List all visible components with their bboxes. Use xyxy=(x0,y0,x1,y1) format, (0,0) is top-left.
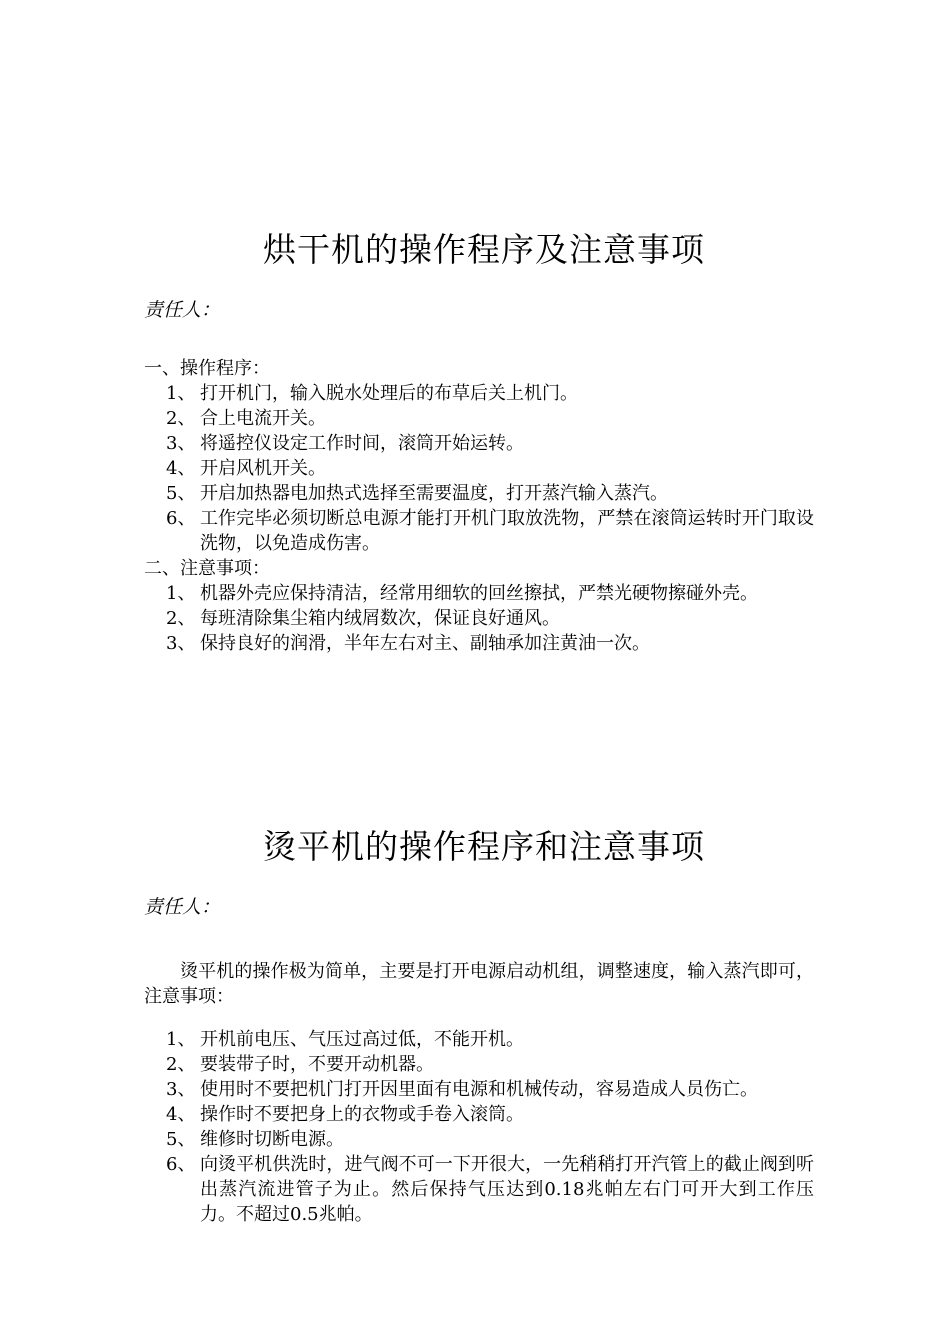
dryer-title: 烘干机的操作程序及注意事项 xyxy=(263,230,705,269)
item-text: 向烫平机供洗时，进气阀不可一下开很大，一先稍稍打开汽管上的截止阀到听出蒸汽流进管子为止。然后保持气压达到0.18兆帕左右门可开大到工作压力。不超过0.5兆帕。 xyxy=(200,1154,814,1225)
item-number: 6、 xyxy=(166,1154,196,1175)
item-number: 5、 xyxy=(166,483,196,504)
item-text: 打开机门，输入脱水处理后的布草后关上机门。 xyxy=(200,383,578,404)
item-text: 操作时不要把身上的衣物或手卷入滚筒。 xyxy=(200,1104,524,1125)
list-item xyxy=(144,381,814,406)
item-number: 2、 xyxy=(166,608,196,629)
item-number: 4、 xyxy=(166,458,196,479)
item-number: 3、 xyxy=(166,433,196,454)
list-item xyxy=(144,1077,814,1102)
item-text: 开启加热器电加热式选择至需要温度，打开蒸汽输入蒸汽。 xyxy=(200,483,668,504)
dryer-procedure-list xyxy=(144,381,814,556)
item-text: 保持良好的润滑，半年左右对主、副轴承加注黄油一次。 xyxy=(200,633,650,654)
list-item xyxy=(144,606,814,631)
dryer-section xyxy=(144,228,814,656)
list-item xyxy=(144,431,814,456)
ironer-section xyxy=(144,825,814,1227)
list-item xyxy=(144,456,814,481)
item-number: 1、 xyxy=(166,1029,196,1050)
dryer-notes-heading: 二、注意事项： xyxy=(144,558,270,579)
item-text: 开机前电压、气压过高过低，不能开机。 xyxy=(200,1029,524,1050)
dryer-procedure-heading: 一、操作程序： xyxy=(144,358,270,379)
item-text: 维修时切断电源。 xyxy=(200,1129,344,1150)
list-item xyxy=(144,481,814,506)
item-number: 4、 xyxy=(166,1104,196,1125)
list-item xyxy=(144,406,814,431)
list-item xyxy=(144,1127,814,1152)
list-item xyxy=(144,581,814,606)
item-number: 1、 xyxy=(166,583,196,604)
ironer-title: 烫平机的操作程序和注意事项 xyxy=(263,827,705,866)
item-text: 工作完毕必须切断总电源才能打开机门取放洗物，严禁在滚筒运转时开门取设洗物，以免造成伤害。 xyxy=(200,508,814,554)
item-number: 3、 xyxy=(166,633,196,654)
item-text: 机器外壳应保持清洁，经常用细软的回丝擦拭，严禁光硬物擦碰外壳。 xyxy=(200,583,758,604)
item-number: 3、 xyxy=(166,1079,196,1100)
item-text: 使用时不要把机门打开因里面有电源和机械传动，容易造成人员伤亡。 xyxy=(200,1079,758,1100)
ironer-notes-list xyxy=(144,1027,814,1227)
list-item xyxy=(144,506,814,556)
dryer-notes-list xyxy=(144,581,814,656)
item-number: 5、 xyxy=(166,1129,196,1150)
item-text: 要装带子时，不要开动机器。 xyxy=(200,1054,434,1075)
item-number: 2、 xyxy=(166,408,196,429)
item-text: 合上电流开关。 xyxy=(200,408,326,429)
item-number: 1、 xyxy=(166,383,196,404)
list-item xyxy=(144,1152,814,1227)
list-item xyxy=(144,1027,814,1052)
list-item xyxy=(144,631,814,656)
dryer-responsible-label: 责任人： xyxy=(144,299,221,321)
item-text: 每班清除集尘箱内绒屑数次，保证良好通风。 xyxy=(200,608,560,629)
ironer-responsible-label: 责任人： xyxy=(144,896,221,918)
item-text: 开启风机开关。 xyxy=(200,458,326,479)
item-text: 将遥控仪设定工作时间，滚筒开始运转。 xyxy=(200,433,524,454)
ironer-intro-paragraph: 烫平机的操作极为简单，主要是打开电源启动机组，调整速度，输入蒸汽即可，注意事项： xyxy=(144,961,814,1007)
list-item xyxy=(144,1052,814,1077)
item-number: 2、 xyxy=(166,1054,196,1075)
item-number: 6、 xyxy=(166,508,196,529)
list-item xyxy=(144,1102,814,1127)
